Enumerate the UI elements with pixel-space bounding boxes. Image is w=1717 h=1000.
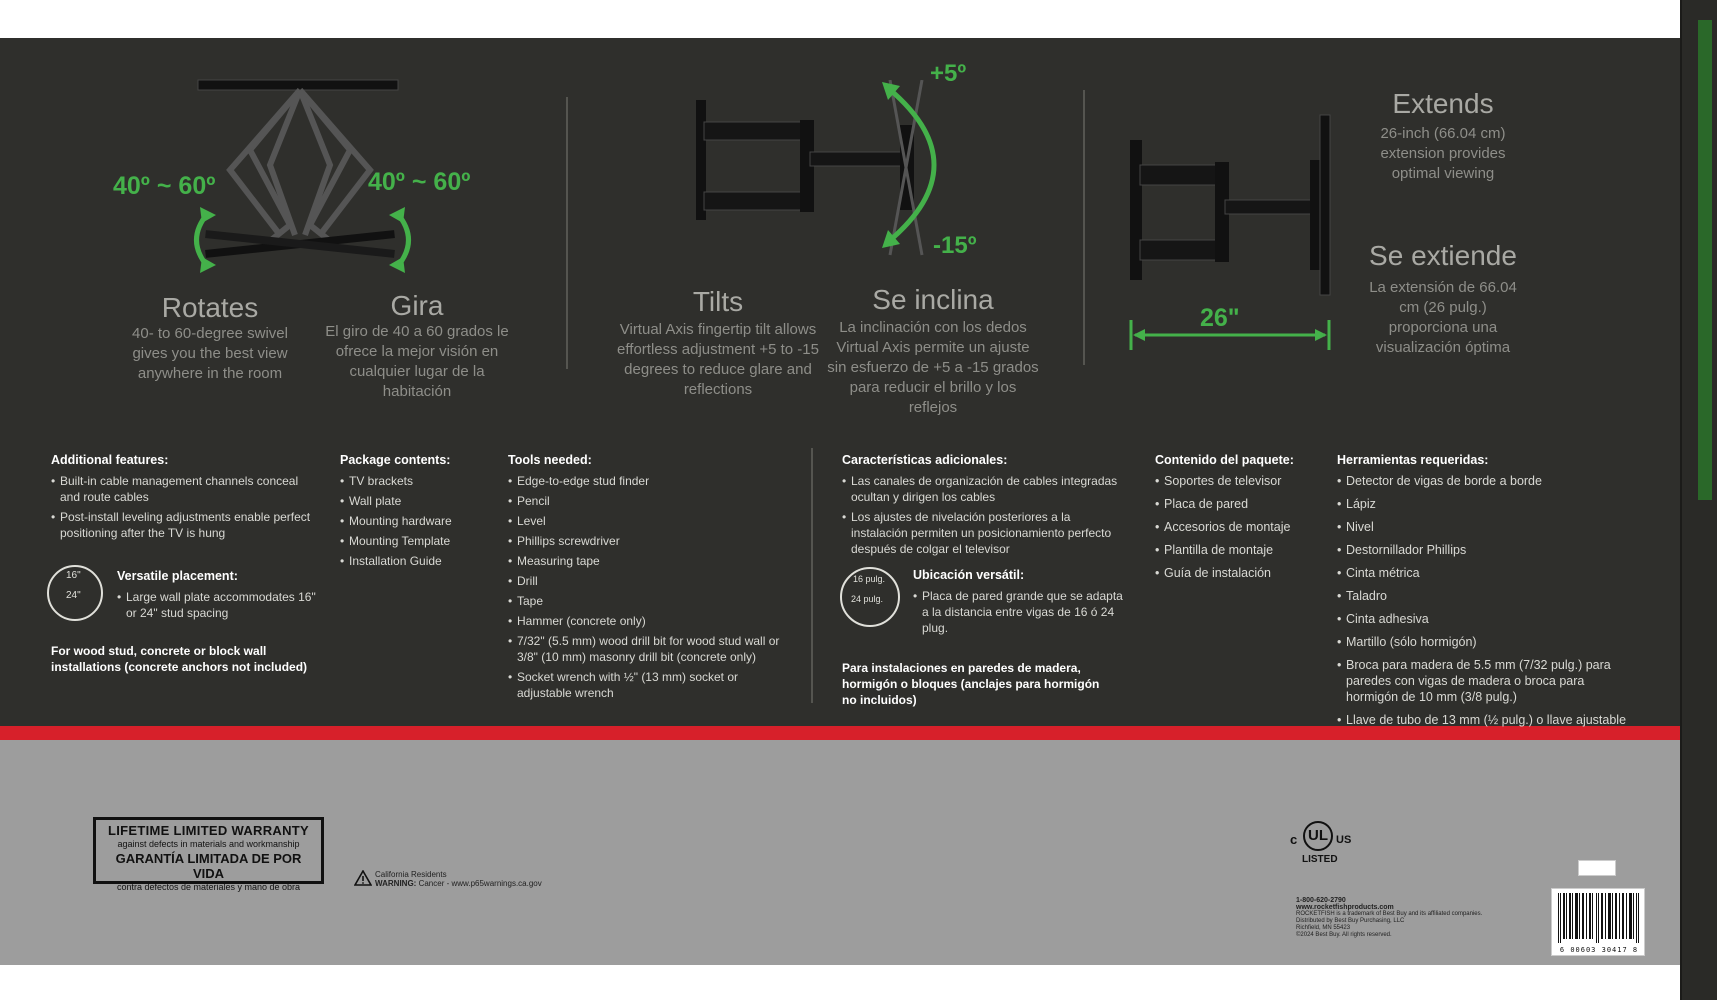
tilt-desc-es: La inclinación con los dedos Virtual Axis permite un ajuste sin esfuerzo de +5 a -15 grados para reducir el brillo y los reflejos xyxy=(827,319,1039,416)
list-item: • Socket wrench with ½" (13 mm) socket or adjustable wrench xyxy=(508,669,788,701)
tilt-title-es: Se inclina xyxy=(872,284,994,315)
legal-line-1: ROCKETFISH is a trademark of Best Buy and its affiliated companies. xyxy=(1296,911,1483,917)
extend-title-en: Extends xyxy=(1392,88,1494,119)
list-item: • Phillips screwdriver xyxy=(508,533,788,549)
rotate-arrow-right-icon xyxy=(385,205,425,275)
warranty-line-4: contra defectos de materiales y mano de obra xyxy=(116,882,301,892)
list-item: • Placa de pared xyxy=(1155,496,1315,512)
rotate-angle-right: 40º ~ 60º xyxy=(368,168,471,196)
barcode-number: 6 00603 30417 8 xyxy=(1559,946,1639,954)
additional-features-title-es: Características adicionales: xyxy=(842,453,1008,467)
box-side-green-stripe xyxy=(1698,20,1712,500)
tools-needed-en xyxy=(508,452,788,705)
list-item: • 7/32" (5.5 mm) wood drill bit for wood stud wall or 3/8" (10 mm) masonry drill bit (concrete only) xyxy=(508,633,788,665)
list-item: • Measuring tape xyxy=(508,553,788,569)
list-item: • Soportes de televisor xyxy=(1155,473,1315,489)
list-item: • Cinta métrica xyxy=(1337,565,1637,581)
package-contents-en xyxy=(340,452,480,573)
list-item: • Large wall plate accommodates 16" or 24" stud spacing xyxy=(117,589,317,621)
tilt-title-en: Tilts xyxy=(692,286,744,317)
additional-features-es xyxy=(842,452,1127,561)
warranty-line-2: against defects in materials and workmanship xyxy=(117,839,300,849)
stud-16-label-es: 16 pulg. xyxy=(853,574,886,584)
list-item: • Level xyxy=(508,513,788,529)
divider-3 xyxy=(811,448,813,703)
warning-triangle-icon xyxy=(354,870,372,886)
rotate-desc-en: 40- to 60-degree swivel gives you the best view anywhere in the room xyxy=(132,325,288,382)
rotate-title-es: Gira xyxy=(390,290,444,321)
stud-24-label-en: 24" xyxy=(66,590,81,601)
list-item: • Edge-to-edge stud finder xyxy=(508,473,788,489)
list-item: • Lápiz xyxy=(1337,496,1637,512)
ul-listed-mark xyxy=(1290,818,1360,868)
support-phone: 1-800-620-2790 xyxy=(1296,897,1346,904)
tools-needed-es xyxy=(1337,452,1637,735)
list-item: • Destornillador Phillips xyxy=(1337,542,1637,558)
extend-desc-en: 26-inch (66.04 cm) extension provides optimal viewing xyxy=(1380,125,1506,182)
extend-desc-es: La extensión de 66.04 cm (26 pulg.) proporciona una visualización óptima xyxy=(1369,279,1517,356)
list-item: • Las canales de organización de cables integradas ocultan y dirigen los cables xyxy=(842,473,1127,505)
placement-title-en: Versatile placement: xyxy=(117,569,238,583)
tilt-arc-arrow-icon xyxy=(880,80,950,250)
additional-features-title-en: Additional features: xyxy=(51,453,169,467)
list-item: • Broca para madera de 5.5 mm (7/32 pulg.) para paredes con vigas de madera o broca para hormigón de 10 mm (3/8 pulg.) xyxy=(1337,657,1637,705)
rotate-arrow-left-icon xyxy=(180,205,220,275)
stud-16-label-en: 16" xyxy=(66,570,81,581)
additional-features-en xyxy=(51,452,316,545)
extend-title-es: Se extiende xyxy=(1369,240,1517,271)
tilt-minus-label: -15º xyxy=(933,232,977,259)
prop65-line-1: California Residents xyxy=(375,870,447,879)
list-item: • Pencil xyxy=(508,493,788,509)
list-item: • Accesorios de montaje xyxy=(1155,519,1315,535)
tilt-desc-en: Virtual Axis fingertip tilt allows effortless adjustment +5 to -15 degrees to reduce glare and reflections xyxy=(617,321,819,398)
list-item: • Hammer (concrete only) xyxy=(508,613,788,629)
extend-mount-illustration xyxy=(1120,110,1350,310)
list-item: • Detector de vigas de borde a borde xyxy=(1337,473,1637,489)
extend-length-label: 26" xyxy=(1200,304,1240,332)
rotate-angle-left: 40º ~ 60º xyxy=(113,172,216,200)
sku-sticker xyxy=(1578,860,1616,876)
list-item: • Taladro xyxy=(1337,588,1637,604)
list-item: • Mounting Template xyxy=(340,533,480,549)
list-item: • Martillo (sólo hormigón) xyxy=(1337,634,1637,650)
warranty-line-1: LIFETIME LIMITED WARRANTY xyxy=(107,823,310,838)
package-title-es: Contenido del paquete: xyxy=(1155,453,1294,467)
list-item: • Tape xyxy=(508,593,788,609)
tilt-plus-label: +5º xyxy=(930,60,967,87)
list-item: • Llave de tubo de 13 mm (½ pulg.) o llave ajustable xyxy=(1337,712,1637,728)
legal-line-2: Distributed by Best Buy Purchasing, LLC xyxy=(1296,918,1405,924)
legal-info xyxy=(1296,897,1526,939)
rotate-desc-es: El giro de 40 a 60 grados le ofrece la mejor visión en cualquier lugar de la habitación xyxy=(325,323,509,400)
list-item: • Nivel xyxy=(1337,519,1637,535)
warranty-box xyxy=(93,817,324,892)
list-item: • Cinta adhesiva xyxy=(1337,611,1637,627)
warranty-line-3: GARANTÍA LIMITADA DE POR VIDA xyxy=(115,851,302,881)
tools-title-es: Herramientas requeridas: xyxy=(1337,453,1489,467)
package-title-en: Package contents: xyxy=(340,453,451,467)
versatile-placement-en xyxy=(117,568,317,625)
list-item: • Los ajustes de nivelación posteriores a la instalación permiten un posicionamiento perfecto después de colgar el televisor xyxy=(842,509,1127,557)
upc-barcode xyxy=(1551,888,1645,956)
stud-24-label-es: 24 pulg. xyxy=(851,594,884,604)
install-note-es: Para instalaciones en paredes de madera, hormigón o bloques (anclajes para hormigón no incluidos) xyxy=(842,661,1100,707)
install-note-en: For wood stud, concrete or block wall installations (concrete anchors not included) xyxy=(51,644,308,674)
barcode-bars-icon xyxy=(1558,893,1640,943)
prop65-warning-text: Cancer - www.p65warnings.ca.gov xyxy=(418,879,542,888)
versatile-placement-es xyxy=(913,567,1123,640)
divider-2 xyxy=(1083,90,1085,365)
list-item: • Post-install leveling adjustments enable perfect positioning after the TV is hung xyxy=(51,509,316,541)
ul-listed-label: LISTED xyxy=(1302,854,1338,865)
list-item: • Built-in cable management channels conceal and route cables xyxy=(51,473,316,505)
ul-c-label: c xyxy=(1290,832,1298,847)
list-item: • Wall plate xyxy=(340,493,480,509)
ul-logo-icon: UL xyxy=(1303,821,1333,851)
tools-title-en: Tools needed: xyxy=(508,453,592,467)
placement-title-es: Ubicación versátil: xyxy=(913,568,1025,582)
list-item: • Plantilla de montaje xyxy=(1155,542,1315,558)
package-contents-es xyxy=(1155,452,1315,588)
rotate-title-en: Rotates xyxy=(161,292,259,323)
prop65-warning xyxy=(375,870,542,888)
list-item: • Guía de instalación xyxy=(1155,565,1315,581)
legal-line-3: Richfield, MN 55423 xyxy=(1296,925,1351,931)
list-item: • Drill xyxy=(508,573,788,589)
legal-line-4: ©2024 Best Buy. All rights reserved. xyxy=(1296,932,1392,938)
list-item: • TV brackets xyxy=(340,473,480,489)
ul-us-label: US xyxy=(1336,834,1352,846)
divider-1 xyxy=(566,97,568,369)
list-item: • Placa de pared grande que se adapta a la distancia entre vigas de 16 ó 24 plug. xyxy=(913,588,1123,636)
prop65-warning-label: WARNING: xyxy=(375,879,417,888)
list-item: • Mounting hardware xyxy=(340,513,480,529)
support-url: www.rocketfishproducts.com xyxy=(1296,904,1394,911)
list-item: • Installation Guide xyxy=(340,553,480,569)
